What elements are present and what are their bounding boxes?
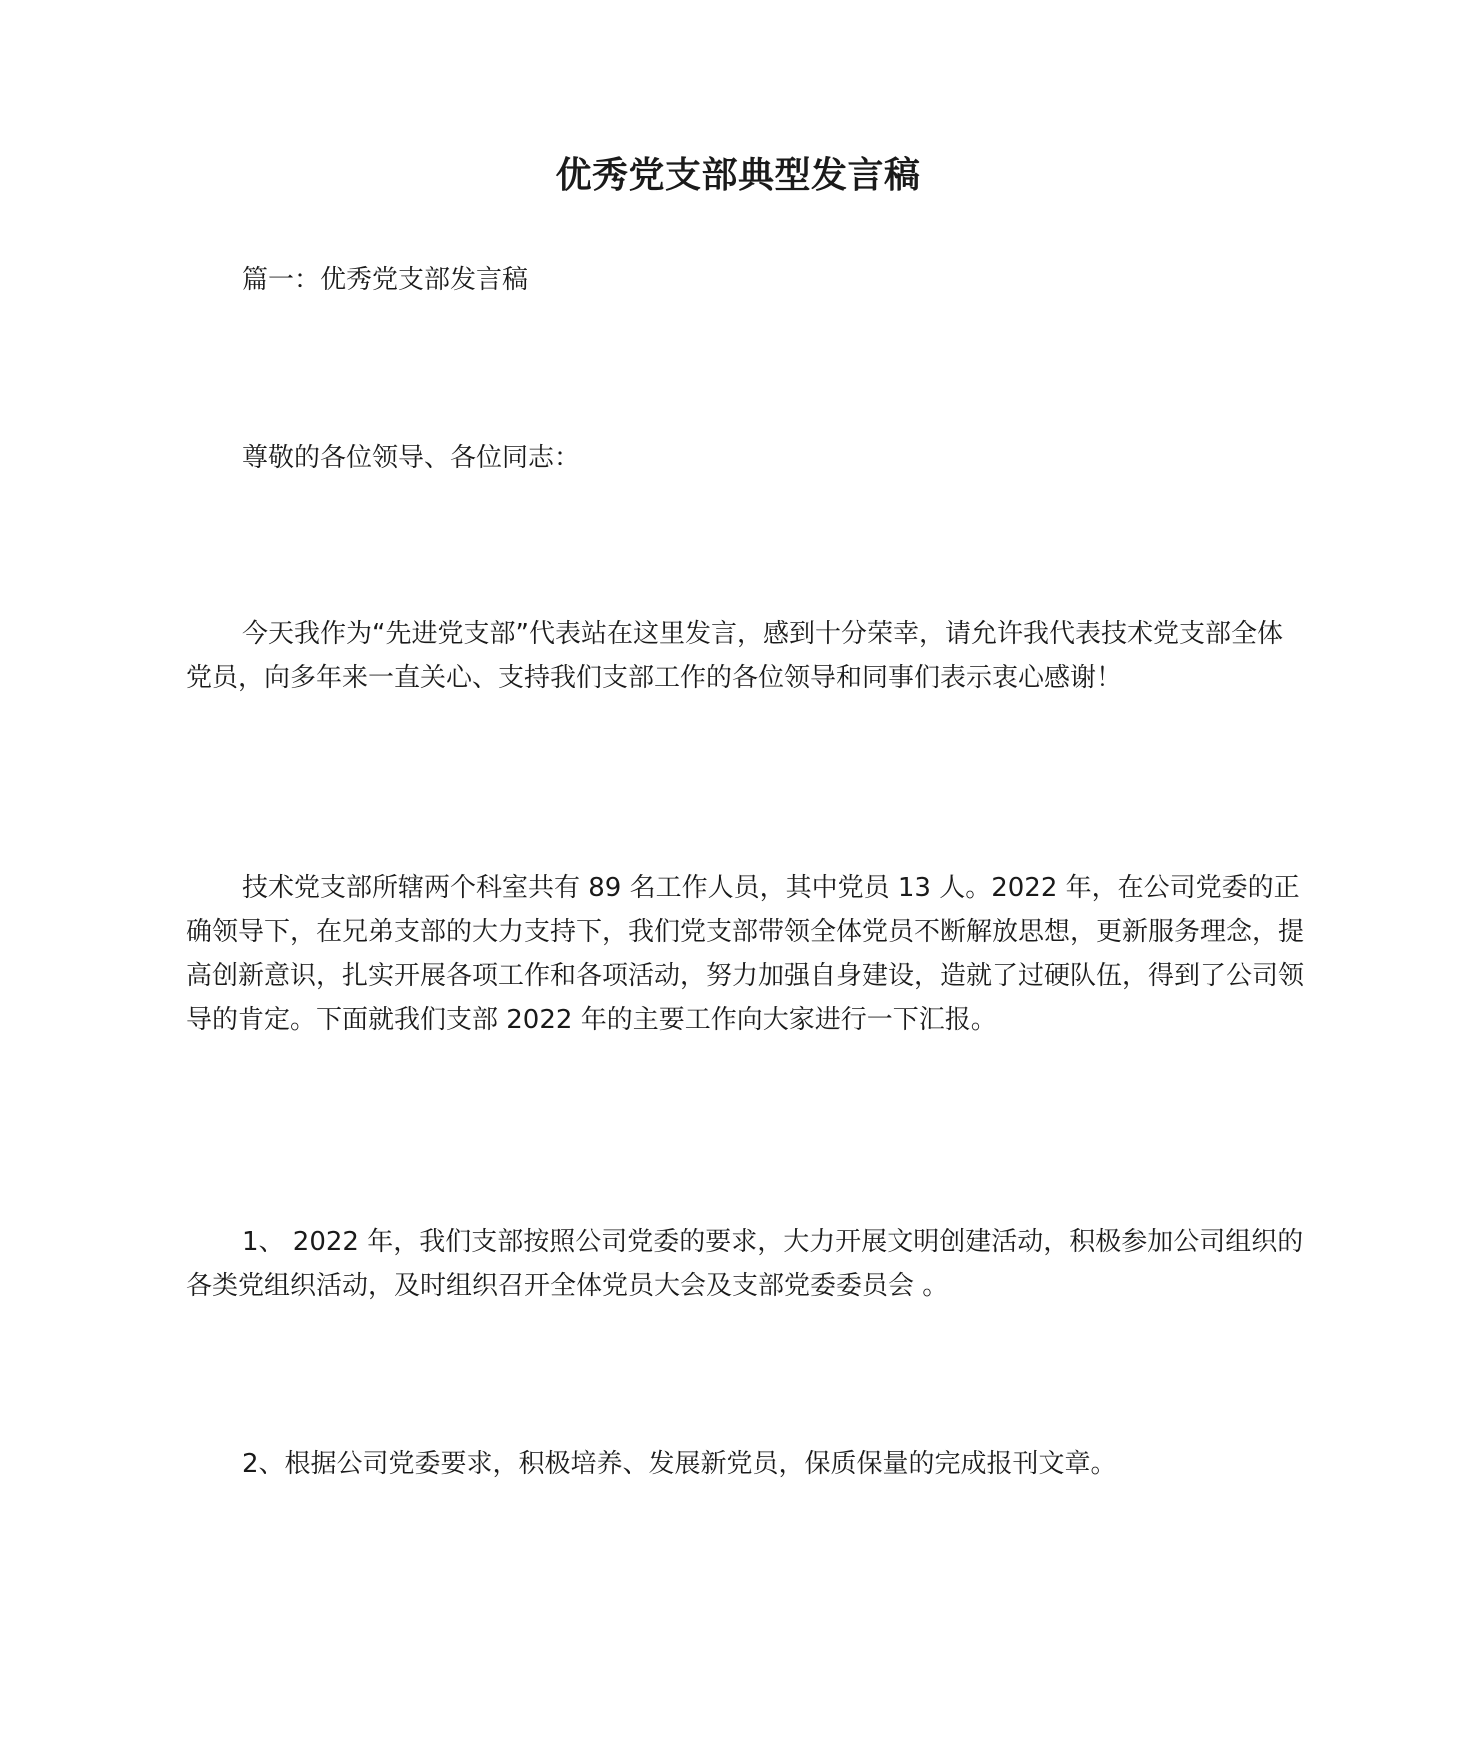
document-title: 优秀党支部典型发言稿 [555, 155, 921, 196]
section-heading: 篇一：优秀党支部发言稿 [242, 265, 529, 295]
summary-paragraph: 技术党支部所辖两个科室共有 89 名工作人员，其中党员 13 人。2022 年，在公司党委的正确领导下，在兄弟支部的大力支持下，我们党支部带领全体党员不断解放思想，更新服务理念，提高创新意识，扎实开展各项工作和各项活动，努力加强自身建设，造就了过硬队伍，得到了公司领导的肯定。下面就我们支部 2022 年的主要工作向大家进行一下汇报。 [186, 873, 1305, 1035]
intro-paragraph: 今天我作为“先进党支部”代表站在这里发言，感到十分荣幸，请允许我代表技术党支部全体党员，向多年来一直关心、支持我们支部工作的各位领导和同事们表示衷心感谢！ [186, 619, 1283, 693]
salutation-paragraph: 尊敬的各位领导、各位同志： [242, 443, 581, 473]
list-item-2-paragraph: 2、根据公司党委要求，积极培养、发展新党员，保质保量的完成报刊文章。 [242, 1449, 1117, 1479]
list-item-1-paragraph: 1、 2022 年，我们支部按照公司党委的要求，大力开展文明创建活动，积极参加公司组织的各类党组织活动，及时组织召开全体党员大会及支部党委委员会 。 [186, 1227, 1304, 1301]
